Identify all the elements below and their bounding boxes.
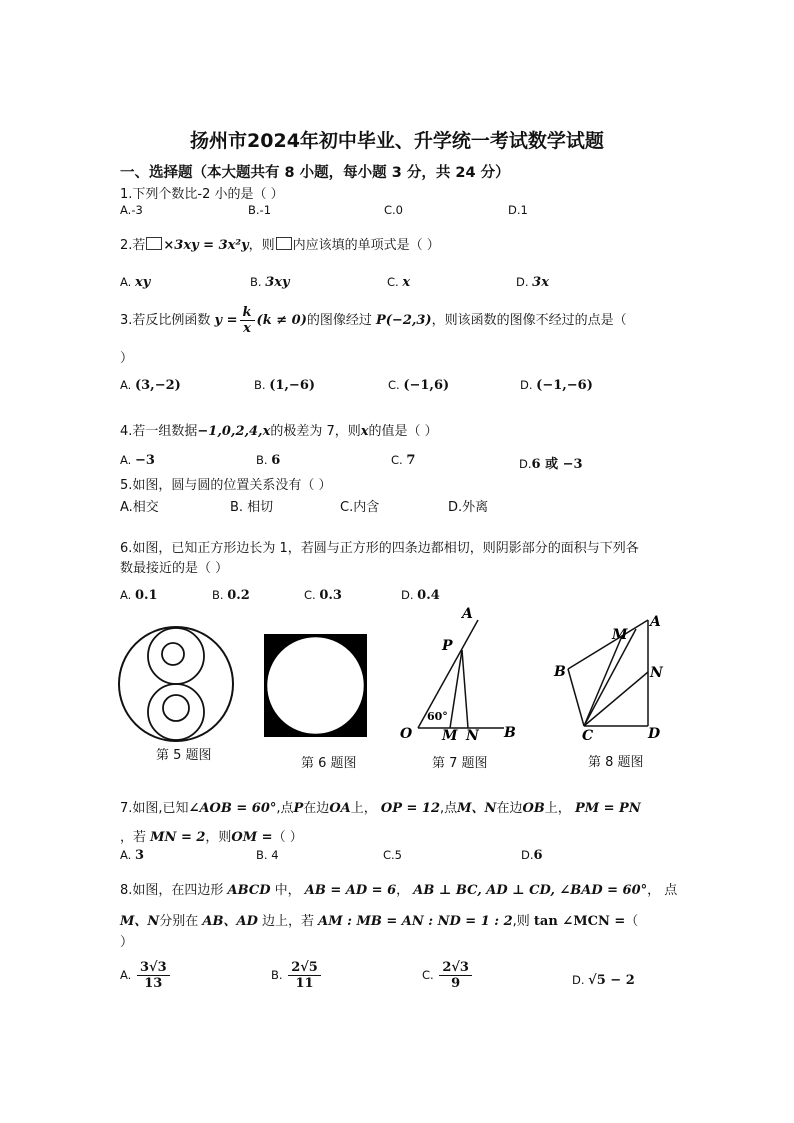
q2-text-post: 内应该填的单项式是（ ）: [292, 238, 440, 253]
blank-box-icon: [276, 237, 292, 250]
q8-option-c[interactable]: C. $\frac{2√3}{9}$: [422, 960, 474, 991]
q2-option-a[interactable]: A. xy: [120, 275, 151, 290]
q3-option-c[interactable]: C. (−1,6): [388, 378, 450, 393]
q3-option-b[interactable]: B. (1,−6): [254, 378, 316, 393]
q1-option-d[interactable]: D.1: [508, 203, 528, 217]
question-8-line3: ）: [120, 935, 134, 950]
question-6-line1: 6.如图，已知正方形边长为 1，若圆与正方形的四条边都相切，则阴影部分的面积与下列各: [120, 541, 639, 556]
q3-option-a[interactable]: A. (3,−2): [120, 378, 181, 393]
question-8-line1: 8.如图，在四边形 ABCD 中， AB = AD = 6， AB ⊥ BC, AD ⊥ CD, ∠BAD = 60°， 点: [120, 883, 678, 898]
q1-option-a[interactable]: A.-3: [120, 203, 143, 217]
question-6-line2: 数最接近的是（ ）: [120, 561, 229, 576]
question-4-stem: 4.若一组数据−1,0,2,4,x的极差为 7，则x的值是（ ）: [120, 424, 438, 439]
q5-option-c[interactable]: C.内含: [340, 500, 380, 515]
q3-fraction: $\frac{k}{x}$: [240, 305, 255, 336]
q3-option-d[interactable]: D. (−1,−6): [520, 378, 593, 393]
q4-option-a[interactable]: A. −3: [120, 453, 155, 468]
figure-7-caption: 第 7 题图: [432, 756, 488, 771]
label-o: O: [400, 726, 413, 742]
page-title: 扬州市2024年初中毕业、升学统一考试数学试题: [190, 130, 604, 152]
q2-option-c[interactable]: C. x: [387, 275, 411, 290]
figure-8-quadrilateral: [550, 612, 670, 742]
q8-option-d[interactable]: D. √5 − 2: [572, 973, 635, 988]
q7-option-b[interactable]: B. 4: [256, 848, 279, 862]
q2-text-pre: 2.若: [120, 238, 146, 253]
q1-option-c[interactable]: C.0: [384, 203, 404, 217]
label-p: P: [442, 638, 453, 654]
q5-option-a[interactable]: A.相交: [120, 500, 159, 515]
q2-text-mid: ，则: [248, 238, 275, 253]
question-3-line2: ）: [120, 351, 134, 366]
q5-option-b[interactable]: B. 相切: [230, 500, 274, 515]
q8-option-a[interactable]: A. $\frac{3√3}{13}$: [120, 960, 172, 991]
question-8-line2: M、N分别在 AB、AD 边上，若 AM : MB = AN : ND = 1 : 2,则 tan ∠MCN =（: [120, 914, 639, 929]
label-a: A: [462, 606, 473, 622]
q6-option-a[interactable]: A. 0.1: [120, 588, 158, 603]
q6-option-c[interactable]: C. 0.3: [304, 588, 342, 603]
q3-point: P(−2,3): [376, 313, 432, 328]
q4-data: −1,0,2,4,x: [197, 424, 271, 439]
q7-option-d[interactable]: D.6: [521, 848, 543, 863]
question-5-stem: 5.如图，圆与圆的位置关系没有（ ）: [120, 478, 332, 493]
q6-option-d[interactable]: D. 0.4: [401, 588, 440, 603]
blank-box-icon: [146, 237, 162, 250]
figure-6-square-circle: [262, 632, 370, 740]
label-m: M: [612, 627, 628, 643]
section-heading: 一、选择题（本大题共有 8 小题，每小题 3 分，共 24 分）: [120, 165, 510, 181]
label-b: B: [504, 725, 516, 741]
label-m: M: [442, 728, 458, 744]
label-c: C: [582, 728, 594, 742]
figure-5-circles: [116, 624, 256, 744]
question-7-line2: ，若 MN = 2，则OM =（ ）: [120, 830, 303, 845]
label-n: N: [466, 728, 479, 744]
q7-option-c[interactable]: C.5: [383, 848, 403, 862]
label-d: D: [648, 726, 661, 742]
q2-option-b[interactable]: B. 3xy: [250, 275, 290, 290]
q6-option-b[interactable]: B. 0.2: [212, 588, 250, 603]
question-1-stem: 1.下列个数比-2 小的是（ ）: [120, 187, 284, 202]
q1-option-b[interactable]: B.-1: [248, 203, 272, 217]
figure-5-caption: 第 5 题图: [156, 748, 212, 763]
figure-6-caption: 第 6 题图: [301, 756, 357, 771]
figure-8-caption: 第 8 题图: [588, 755, 644, 770]
question-2-stem: [120, 234, 440, 253]
label-n: N: [650, 665, 663, 681]
q3-function: y =: [214, 313, 238, 328]
q4-option-b[interactable]: B. 6: [256, 453, 281, 468]
q2-expression: ×3xy = 3x²y: [163, 238, 249, 253]
question-3-stem: 3.若反比例函数 y = $\frac{k}{x}$ (k ≠ 0)的图像经过 P(−2,3)，则该函数的图像不经过的点是（: [120, 305, 627, 336]
q8-option-b[interactable]: B. $\frac{2√5}{11}$: [271, 960, 323, 991]
label-a: A: [650, 614, 661, 630]
label-b: B: [554, 664, 566, 680]
figure-7-angle: [396, 604, 526, 746]
question-7-line1: 7.如图,已知∠AOB = 60°,点P在边OA上， OP = 12,点M、N在边OB上， PM = PN: [120, 801, 641, 816]
q7-option-a[interactable]: A. 3: [120, 848, 145, 863]
q2-option-d[interactable]: D. 3x: [516, 275, 549, 290]
q4-option-c[interactable]: C. 7: [391, 453, 416, 468]
q5-option-d[interactable]: D.外离: [448, 500, 489, 515]
label-angle-60: 60°: [427, 710, 448, 723]
q4-option-d[interactable]: D.6 或 −3: [519, 457, 583, 472]
